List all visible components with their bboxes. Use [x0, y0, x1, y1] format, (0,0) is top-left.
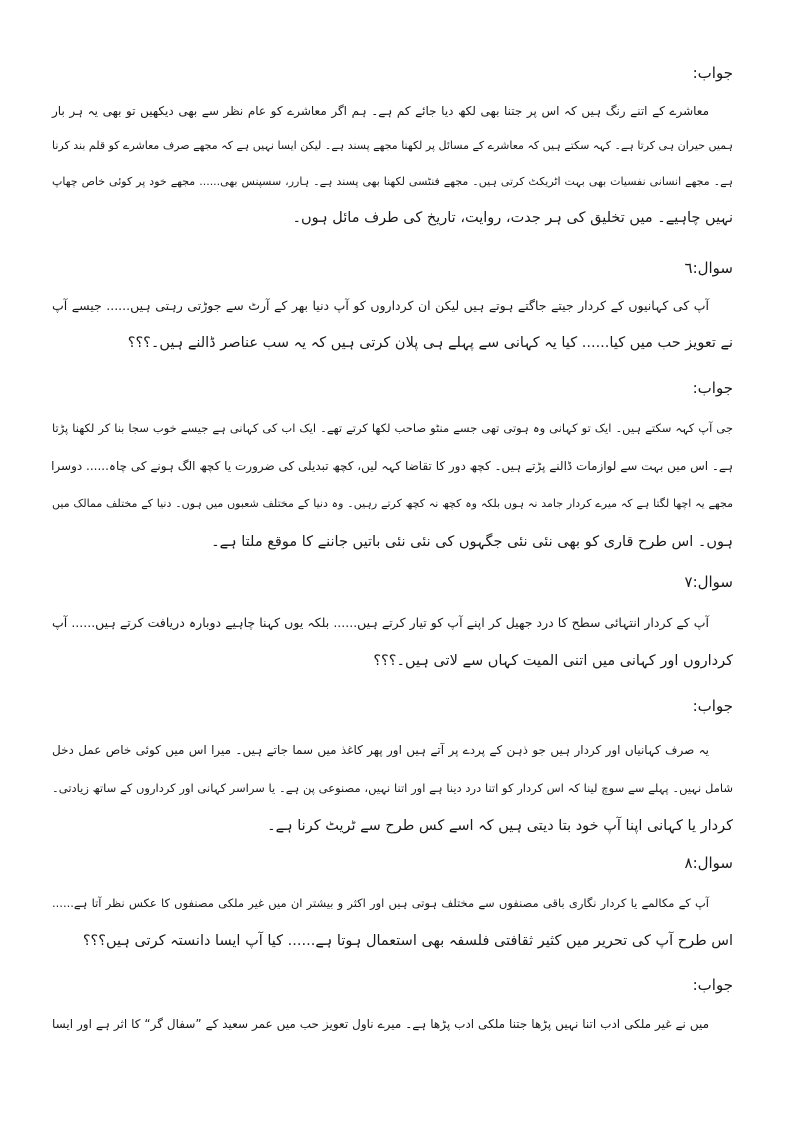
answer-label: جواب:: [692, 379, 733, 397]
paragraph-line: کردار یا کہانی اپنا آپ خود بتا دیتی ہیں کہ اسے کس طرح سے ٹریٹ کرنا ہے۔: [267, 818, 733, 834]
paragraph-line: ہے۔ مجھے انسانی نفسیات بھی بہت اٹریکٹ کرتی ہیں۔ مجھے فنٹسی لکھنا بھی پسند ہے۔ ہارر، سسپنس بھی...... مجھے خود پر کوئی خاص چھاپ: [52, 175, 733, 188]
paragraph-line: ہمیں حیران ہی کرتا ہے۔ کہہ سکتے ہیں کہ معاشرے کے مسائل پر لکھنا مجھے پسند ہے۔ لیکن ایسا نہیں ہے کہ مجھے صرف معاشرے کو قلم بند کرنا: [52, 139, 733, 152]
answer-label: جواب:: [692, 64, 733, 82]
paragraph-line: شامل نہیں۔ پہلے سے سوچ لینا کہ اس کردار کو اتنا درد دینا ہے اور اتنا نہیں، مصنوعی پن ہے۔ یا سراسر کہانی اور کرداروں کے ساتھ زیادتی۔: [52, 781, 733, 795]
paragraph-line: آپ کے کردار انتہائی سطح کا درد جھیل کر اپنے آپ کو تیار کرتے ہیں...... بلکہ یوں کہنا چاہیے دوبارہ دریافت کرتے ہیں...... آپ: [52, 615, 709, 630]
paragraph-line: نہیں چاہیے۔ میں تخلیق کی ہر جدت، روایت، تاریخ کی طرف مائل ہوں۔: [292, 210, 733, 226]
paragraph-line: اس طرح آپ کی تحریر میں کثیر ثقافتی فلسفہ بھی استعمال ہوتا ہے...... کیا آپ ایسا دانستہ کرتی ہیں؟؟؟: [82, 933, 733, 949]
paragraph-line: ہے۔ اس میں بہت سے لوازمات ڈالنے پڑتے ہیں۔ کچھ دور کا تقاضا کہہ لیں، کچھ تبدیلی کی ضرورت یا کچھ الگ ہونے کی چاہ...... دوسرا: [51, 459, 733, 473]
paragraph-line: نے تعویز حب میں کیا...... کیا یہ کہانی سے پہلے ہی پلان کرتی ہیں کہ یہ سب عناصر ڈالنے ہیں۔؟؟؟: [127, 335, 733, 351]
paragraph-line: آپ کے مکالمے یا کردار نگاری باقی مصنفوں سے مختلف ہوتی ہیں اور اکثر و بیشتر ان میں غیر ملکی مصنفوں کا عکس نظر آتا ہے......: [52, 896, 709, 910]
paragraph-line: کرداروں اور کہانی میں اتنی المیت کہاں سے لاتی ہیں۔؟؟؟: [373, 653, 733, 669]
paragraph-line: میں نے غیر ملکی ادب اتنا نہیں پڑھا جتنا ملکی ادب پڑھا ہے۔ میرے ناول تعویز حب میں عمر سعید کے ”سفال گر“ کا اثر ہے اور ایسا: [52, 1017, 709, 1031]
paragraph-line: آپ کی کہانیوں کے کردار جیتے جاگتے ہوتے ہیں لیکن ان کرداروں کو آپ دنیا بھر کے آرٹ سے جوڑتی رہتی ہیں...... جیسے آپ: [52, 298, 709, 313]
answer-label: جواب:: [692, 697, 733, 715]
paragraph-line: مجھے یہ اچھا لگتا ہے کہ میرے کردار جامد نہ ہوں بلکہ وہ کچھ نہ کچھ کرتے رہیں۔ وہ دنیا کے مختلف شعبوں میں ہوں۔ دنیا کے مختلف ممالک میں: [52, 497, 733, 510]
paragraph-line: جی آپ کہہ سکتے ہیں۔ ایک تو کہانی وہ ہوتی تھی جسے منٹو صاحب لکھا کرتے تھے۔ ایک اب کی کہانی ہے جیسے خوب سجا بنا کر لکھنا پڑتا: [52, 421, 733, 435]
paragraph-line: معاشرے کے اتنے رنگ ہیں کہ اس پر جتنا بھی لکھ دیا جائے کم ہے۔ ہم اگر معاشرے کو عام نظر سے بھی دیکھیں تو بھی یہ ہر بار: [52, 104, 709, 118]
paragraph-line: یہ صرف کہانیاں اور کردار ہیں جو ذہن کے پردے پر آتے ہیں اور پھر کاغذ میں سما جاتے ہیں۔ میرا اس میں کوئی خاص عمل دخل: [52, 743, 709, 757]
question-label: سوال:٦: [684, 259, 733, 277]
question-label: سوال:٨: [684, 854, 733, 872]
question-label: سوال:٧: [684, 573, 733, 591]
answer-label: جواب:: [692, 976, 733, 994]
paragraph-line: ہوں۔ اس طرح قاری کو بھی نئی نئی جگہوں کی نئی نئی باتیں جاننے کا موقع ملتا ہے۔: [211, 534, 733, 550]
